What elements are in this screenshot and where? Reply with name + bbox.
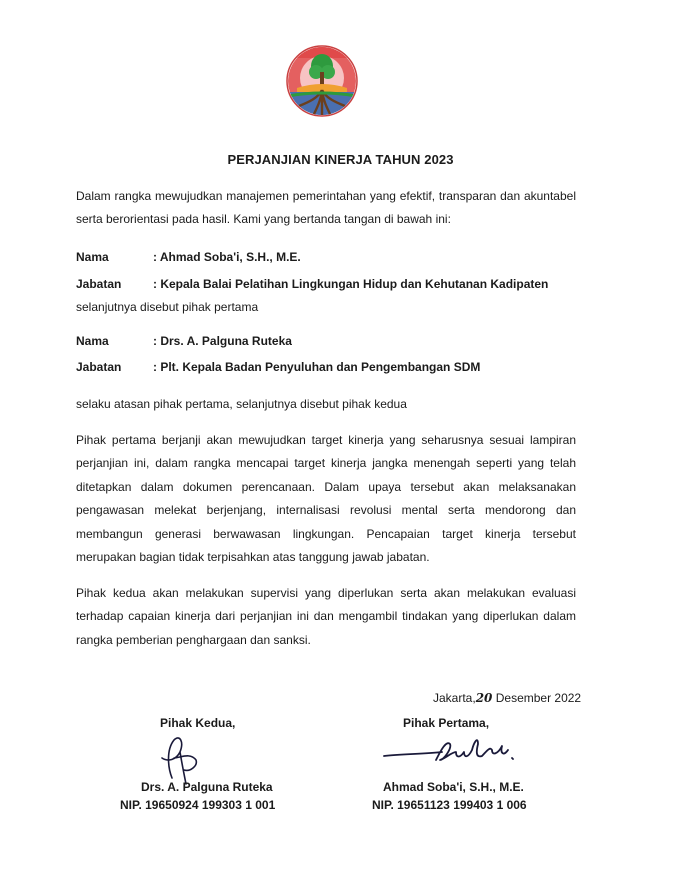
document-title: PERJANJIAN KINERJA TAHUN 2023 <box>227 152 454 167</box>
place-date-day: 20 <box>475 691 493 705</box>
party1-position-value: : Kepala Balai Pelatihan Lingkungan Hidup dan Kehutanan Kadipaten <box>153 277 549 291</box>
left-signatory-heading: Pihak Kedua, <box>160 716 236 730</box>
party1-position-label: Jabatan <box>76 277 122 291</box>
left-signatory-name: Drs. A. Palguna Ruteka <box>141 780 273 794</box>
party2-position-label: Jabatan <box>76 360 122 374</box>
party1-name-label: Nama <box>76 250 109 264</box>
intro-paragraph: Dalam rangka mewujudkan manajemen pemerintahan yang efektif, transparan dan akuntabel serta berorientasi pada hasil. Kami yang bertanda tangan di bawah ini: <box>76 189 576 226</box>
party1-name-value: : Ahmad Soba'i, S.H., M.E. <box>153 250 301 264</box>
place-date-rest: Desember 2022 <box>492 691 582 705</box>
supervision-paragraph: Pihak kedua akan melakukan supervisi yang diperlukan serta akan melakukan evaluasi terhadap capaian kinerja dari perjanjian ini dan mengambil tindakan yang diperlukan dalam rangka pemberian penghargaan dan sanksi. <box>76 586 576 647</box>
right-signatory-nip: NIP. 19651123 199403 1 006 <box>372 798 527 812</box>
ministry-logo-icon <box>285 44 359 120</box>
party2-position-value: : Plt. Kepala Badan Penyuluhan dan Pengembangan SDM <box>153 360 481 374</box>
right-signatory-name: Ahmad Soba'i, S.H., M.E. <box>383 780 524 794</box>
right-signatory-heading: Pihak Pertama, <box>403 716 490 730</box>
commitment-paragraph: Pihak pertama berjanji akan mewujudkan target kinerja yang seharusnya sesuai lampiran perjanjian ini, dalam rangka mencapai target kinerja jangka menengah seperti yang telah ditetapkan dalam dokumen perencanaan. Dalam upaya tersebut akan melaksanakan pengawasan melekat berjenjang, internalisasi revolusi mental serta mendorong dan membangun generasi berwawasan lingkungan. Pencapaian target kinerja tersebut merupakan bagian tidak terpisahkan atas tanggung jawab jabatan. <box>76 433 576 565</box>
place-date-prefix: Jakarta, <box>433 691 476 705</box>
place-date <box>433 691 581 705</box>
party1-note: selanjutnya disebut pihak pertama <box>76 300 259 314</box>
party2-name-value: : Drs. A. Palguna Ruteka <box>153 334 292 348</box>
left-signature-icon <box>150 728 210 786</box>
party2-note: selaku atasan pihak pertama, selanjutnya disebut pihak kedua <box>76 397 407 411</box>
right-signature-icon <box>380 730 530 770</box>
left-signatory-nip: NIP. 19650924 199303 1 001 <box>120 798 276 812</box>
party2-name-label: Nama <box>76 334 109 348</box>
